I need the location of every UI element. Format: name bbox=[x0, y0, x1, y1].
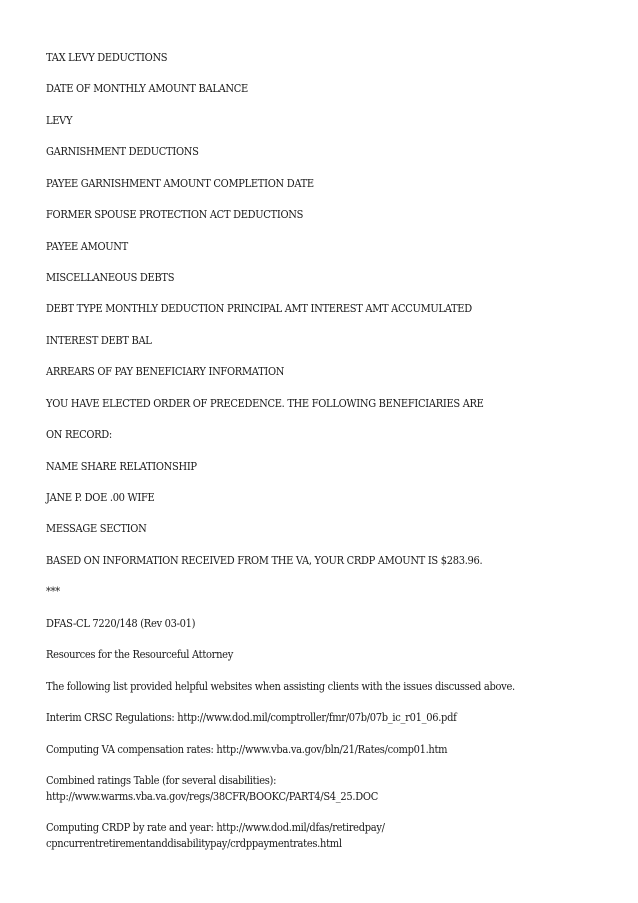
debt-column-headers-continued: INTEREST DEBT BAL bbox=[46, 333, 152, 347]
levy-column-headers: DATE OF MONTHLY AMOUNT BALANCE bbox=[46, 81, 248, 95]
form-identifier: DFAS-CL 7220/148 (Rev 03-01) bbox=[46, 616, 196, 630]
va-compensation-link: Computing VA compensation rates: http://www.vba.va.gov/bln/21/Rates/comp01.htm bbox=[46, 742, 448, 756]
garnishment-column-headers: PAYEE GARNISHMENT AMOUNT COMPLETION DATE bbox=[46, 176, 314, 190]
beneficiary-column-headers: NAME SHARE RELATIONSHIP bbox=[46, 459, 197, 473]
combined-ratings-label: Combined ratings Table (for several disabilities): bbox=[46, 773, 277, 787]
beneficiary-statement: YOU HAVE ELECTED ORDER OF PRECEDENCE. THE FOLLOWING BENEFICIARIES ARE bbox=[46, 396, 484, 410]
combined-ratings-entry bbox=[46, 772, 378, 804]
heading-arrears-beneficiary: ARREARS OF PAY BENEFICIARY INFORMATION bbox=[46, 364, 285, 378]
combined-ratings-url: http://www.warms.vba.va.gov/regs/38CFR/BOOKC/PART4/S4_25.DOC bbox=[46, 789, 378, 803]
computing-crdp-label: Computing CRDP by rate and year: http://www.dod.mil/dfas/retiredpay/ bbox=[46, 820, 385, 834]
heading-miscellaneous-debts: MISCELLANEOUS DEBTS bbox=[46, 270, 175, 284]
levy-label: LEVY bbox=[46, 113, 73, 127]
debt-column-headers: DEBT TYPE MONTHLY DEDUCTION PRINCIPAL AMT INTEREST AMT ACCUMULATED bbox=[46, 301, 472, 315]
heading-former-spouse-protection: FORMER SPOUSE PROTECTION ACT DEDUCTIONS bbox=[46, 207, 304, 221]
crdp-amount-message: BASED ON INFORMATION RECEIVED FROM THE VA, YOUR CRDP AMOUNT IS $283.96. bbox=[46, 553, 483, 567]
heading-garnishment-deductions: GARNISHMENT DEDUCTIONS bbox=[46, 144, 199, 158]
former-spouse-column-headers: PAYEE AMOUNT bbox=[46, 239, 128, 253]
heading-message-section: MESSAGE SECTION bbox=[46, 521, 147, 535]
resources-heading: Resources for the Resourceful Attorney bbox=[46, 647, 233, 661]
interim-crsc-link: Interim CRSC Regulations: http://www.dod.mil/comptroller/fmr/07b/07b_ic_r01_06.pdf bbox=[46, 710, 457, 724]
computing-crdp-entry bbox=[46, 819, 385, 851]
beneficiary-statement-continued: ON RECORD: bbox=[46, 427, 112, 441]
beneficiary-row: JANE P. DOE .00 WIFE bbox=[46, 490, 155, 504]
resources-intro: The following list provided helpful websites when assisting clients with the issues discussed above. bbox=[46, 679, 515, 693]
separator-asterisks: *** bbox=[46, 584, 60, 598]
computing-crdp-url: cpncurrentretirementanddisabilitypay/crdppaymentrates.html bbox=[46, 836, 342, 850]
heading-tax-levy-deductions: TAX LEVY DEDUCTIONS bbox=[46, 50, 168, 64]
